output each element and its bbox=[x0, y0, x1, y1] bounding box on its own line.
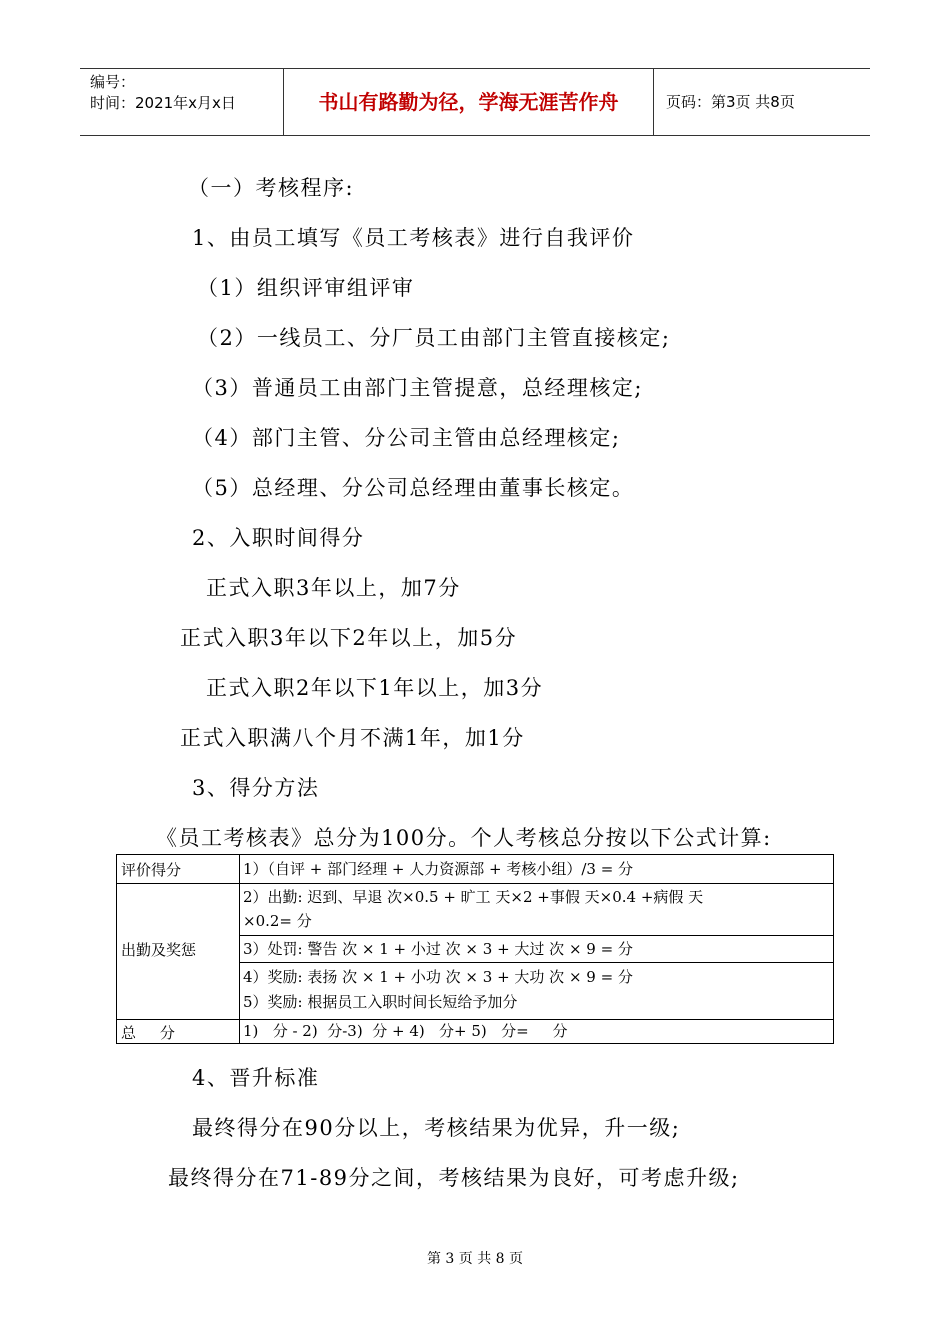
seniority-rule-1: 正式入职3年以上，加7分 bbox=[206, 576, 461, 600]
document-number-label: 编号： bbox=[90, 73, 136, 91]
scoring-table bbox=[116, 854, 834, 1044]
formula-intro: 《员工考核表》总分为100分。个人考核总分按以下公式计算: bbox=[156, 826, 772, 850]
seniority-rule-4: 正式入职满八个月不满1年，加1分 bbox=[180, 726, 525, 750]
item-4: 4、晋升标准 bbox=[192, 1066, 320, 1090]
item-1: 1、由员工填写《员工考核表》进行自我评价 bbox=[192, 226, 635, 250]
seniority-rule-3: 正式入职2年以下1年以上，加3分 bbox=[206, 676, 544, 700]
sub-item-2: （2）一线员工、分厂员工由部门主管直接核定; bbox=[197, 326, 671, 350]
seniority-rule-2: 正式入职3年以下2年以上，加5分 bbox=[180, 626, 518, 650]
row-label-evaluation: 评价得分 bbox=[121, 861, 182, 879]
sub-item-1: （1）组织评审组评审 bbox=[197, 276, 415, 300]
row-label-attendance: 出勤及奖惩 bbox=[121, 941, 197, 959]
header-meta bbox=[80, 69, 284, 135]
item-2: 2、入职时间得分 bbox=[192, 526, 365, 550]
item-3: 3、得分方法 bbox=[192, 776, 320, 800]
page-header bbox=[80, 68, 870, 136]
header-motto: 书山有路勤为径，学海无涯苦作舟 bbox=[284, 69, 654, 135]
sub-item-3: （3）普通员工由部门主管提意，总经理核定; bbox=[192, 376, 643, 400]
sub-item-4: （4）部门主管、分公司主管由总经理核定; bbox=[192, 426, 621, 450]
row-text-reward-2: 5）奖励: 根据员工入职时间长短给予加分 bbox=[243, 993, 518, 1011]
row-text-evaluation: 1）（自评 + 部门经理 + 人力资源部 + 考核小组）/3 = 分 bbox=[243, 860, 634, 878]
row-text-reward-1: 4）奖励: 表扬 次 × 1 + 小功 次 × 3 + 大功 次 × 9 = 分 bbox=[243, 968, 633, 986]
row-text-attendance-b: ×0.2= 分 bbox=[243, 912, 312, 930]
promotion-rule-2: 最终得分在71-89分之间，考核结果为良好，可考虑升级; bbox=[168, 1166, 740, 1190]
page-footer: 第 3 页 共 8 页 bbox=[426, 1251, 524, 1267]
section-title: （一）考核程序: bbox=[188, 176, 355, 200]
sub-item-5: （5）总经理、分公司总经理由董事长核定。 bbox=[192, 476, 635, 500]
header-page-info: 页码：第3页 共8页 bbox=[666, 93, 795, 111]
row-label-total: 总 分 bbox=[121, 1024, 175, 1042]
document-date: 时间：2021年x月x日 bbox=[90, 94, 236, 112]
promotion-rule-1: 最终得分在90分以上，考核结果为优异，升一级; bbox=[192, 1116, 681, 1140]
row-text-total: 1) 分 - 2) 分-3) 分 + 4) 分+ 5) 分= 分 bbox=[243, 1022, 568, 1040]
row-text-penalty: 3）处罚: 警告 次 × 1 + 小过 次 × 3 + 大过 次 × 9 = 分 bbox=[243, 940, 633, 958]
row-text-attendance-a: 2）出勤: 迟到、早退 次×0.5 + 旷工 天×2 +事假 天×0.4 +病假 天 bbox=[243, 888, 704, 906]
